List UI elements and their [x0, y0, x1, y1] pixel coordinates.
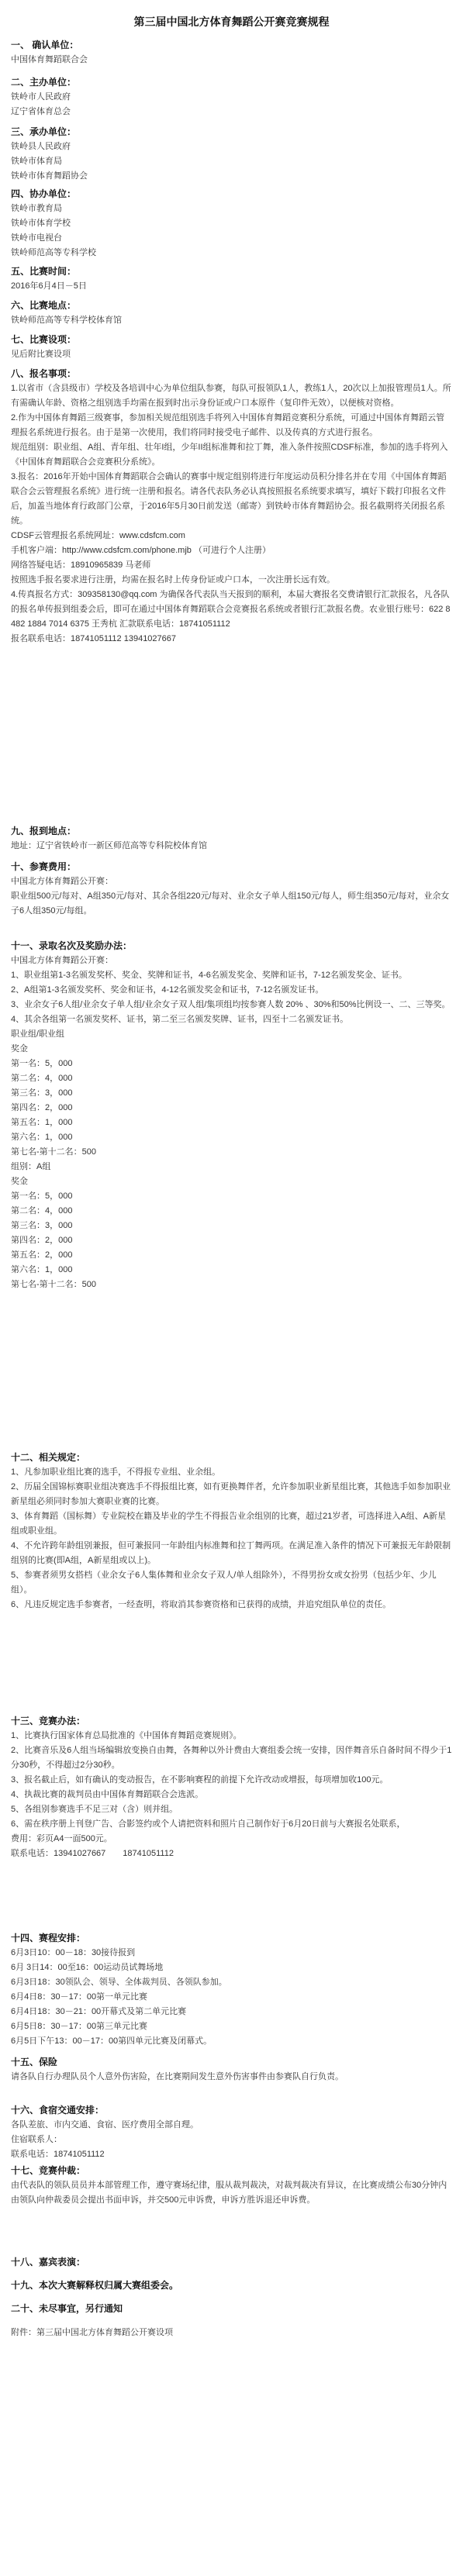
section-line: 2、A组第1-3名颁发奖杯、奖金和证书，4-12名颁发奖金和证书，7-12名颁发证书。 [11, 985, 324, 995]
section-line: 2、比赛音乐及6人组当场编辑放变换自由舞，各舞种以外计费由大赛组委会统一安排，因伴舞音乐自备时间不得少于1分30秒，不得超过2分30秒。 [11, 1746, 452, 1770]
section-line: 手机客户端：http://www.cdsfcm.com/phone.mjb （可进行个人注册） [11, 546, 271, 555]
section-line: 第三名：3，000 [11, 1088, 73, 1098]
section-line: 中国北方体育舞蹈公开赛： [11, 956, 113, 965]
section-schedule [11, 1930, 452, 2049]
section-heading: 八、报名事项： [11, 368, 77, 379]
section-line: 奖金 [11, 1177, 28, 1186]
section-line: 第四名：2，000 [11, 1103, 73, 1112]
section-guest-performance [11, 2254, 452, 2270]
section-organizer-unit [11, 124, 452, 184]
attachment-note: 附件：第三届中国北方体育舞蹈公开赛设项 [11, 2328, 173, 2337]
section-heading: 五、比赛时间： [11, 266, 77, 277]
section-line: 6月3日18：30领队会、领导、全体裁判员、各领队参加。 [11, 1978, 227, 1987]
section-line: 第七名-第十二名：500 [11, 1147, 97, 1157]
section-line: 组别：A组 [11, 1162, 51, 1171]
section-line: 铁岭县人民政府 [11, 142, 71, 151]
section-line: 网络答疑电话：18910965839 马老师 [11, 560, 151, 570]
section-interpretation [11, 2278, 452, 2293]
section-line: 1、比赛执行国家体育总局批准的《中国体育舞蹈竞赛规则》。 [11, 1731, 242, 1740]
section-line: 3.报名：2016年开始中国体育舞蹈联合会确认的赛事中规定组别将进行年度运动员积分排名并在专用《中国体育舞蹈联合会云管理报名系统》进行统一注册和报名。请各代表队务必认真按照报名系统要求填写，填好下载打印报名文件后，加盖当地体育行政部门公章，于2016年5月30日前发送（邮寄）到铁岭市体育舞蹈协会。报名截期将关闭报名系统。 [11, 472, 447, 526]
section-line: 1.以省市（含县级市）学校及各培训中心为单位组队参赛，每队可报领队1人，教练1人，20次以上加报管理员1人。所有需确认年龄、资格之组别选手均需在报到时出示身份证或户口本原件（复印件无效），以便核对资格。 [11, 384, 451, 408]
section-line: 6月3日10：00－18：30接待报到 [11, 1948, 136, 1957]
section-heading: 四、协办单位： [11, 188, 77, 199]
section-line: 2.作为中国体育舞蹈三级赛事，参加相关规范组别选手将列入中国体育舞蹈竞赛积分系统，可通过中国体育舞蹈云管理报名系统进行报名。由于是第一次使用，我们将同时接受电子邮件、以及传真的方式进行报名。 [11, 413, 445, 437]
section-heading: 十二、相关规定： [11, 1452, 86, 1463]
section-heading: 十四、赛程安排： [11, 1933, 86, 1943]
section-line: 3、报名截止后，如有确认的变动报告，在不影响赛程的前提下允许改动或增报，每项增加收100元。 [11, 1775, 389, 1785]
section-line: 费用：彩页A4一面500元。 [11, 1834, 112, 1843]
section-registration [11, 366, 452, 647]
section-line: 铁岭师范高等专科学校 [11, 248, 96, 257]
section-line: 铁岭市电视台 [11, 233, 62, 243]
section-line: 按照选手报名要求进行注册，均需在报名时上传身份证或户口本，一次注册长远有效。 [11, 575, 335, 585]
section-line: 第一名：5，000 [11, 1059, 73, 1068]
section-events [11, 332, 452, 362]
section-line: 2016年6月4日－5日 [11, 281, 87, 291]
document-title: 第三届中国北方体育舞蹈公开赛竞赛规程 [133, 16, 330, 28]
section-line: 中国北方体育舞蹈公开赛： [11, 877, 113, 886]
section-heading: 二十、未尽事宜，另行通知 [11, 2303, 123, 2314]
section-match-venue [11, 298, 452, 328]
section-line: 6月5日下午13：00－17：00第四单元比赛及闭幕式。 [11, 2036, 212, 2046]
section-line: 第四名：2，000 [11, 1236, 73, 1245]
section-line: 第二名：4，000 [11, 1074, 73, 1083]
section-line: 3、体育舞蹈（国标舞）专业院校在籍及毕业的学生不得报告业余组别的比赛，超过21岁者，可选择进入A组、A新星组或职业组。 [11, 1512, 447, 1536]
section-line: 铁岭师范高等专科学校体育馆 [11, 316, 122, 325]
section-heading: 十六、食宿交通安排： [11, 2105, 105, 2116]
section-line: 第六名：1，000 [11, 1133, 73, 1142]
section-line: CDSF云管理报名系统网址：www.cdsfcm.com [11, 531, 185, 540]
section-heading: 十一、录取名次及奖励办法： [11, 940, 133, 951]
section-arbitration [11, 2163, 452, 2208]
section-heading: 一、 确认单位： [11, 40, 79, 50]
section-heading: 十五、保险 [11, 2057, 58, 2067]
section-line: 联系电话：18741051112 [11, 2150, 105, 2159]
section-line: 6月4日8：30－17：00第一单元比赛 [11, 1992, 148, 2002]
section-line: 第五名：1，000 [11, 1118, 73, 1127]
section-line: 职业组500元/每对、A组350元/每对、其余各组220元/每对、业余女子单人组150元/每人，师生组350元/每对，业余女子6人组350元/每组。 [11, 891, 450, 916]
section-match-time [11, 264, 452, 294]
section-entry-fees [11, 859, 452, 919]
section-line: 第七名-第十二名：500 [11, 1280, 97, 1289]
section-heading: 二、主办单位： [11, 77, 77, 88]
section-line: 第三名：3，000 [11, 1221, 73, 1230]
section-heading: 十七、竞赛仲裁： [11, 2165, 86, 2176]
section-regulations [11, 1450, 452, 1612]
section-line: 住宿联系人： [11, 2135, 62, 2144]
section-line: 5、参赛者须男女搭档（业余女子6人集体舞和业余女子双人/单人组除外），不得男扮女或女扮男（包括少年、少儿组）。 [11, 1571, 437, 1595]
section-co-organizer-unit [11, 186, 452, 260]
section-heading: 十八、嘉宾表演： [11, 2257, 86, 2267]
section-line: 报名联系电话：18741051112 13941027667 [11, 634, 177, 643]
section-heading: 九、报到地点： [11, 826, 77, 836]
section-line: 各队差旅、市内交通、食宿、医疗费用全部自理。 [11, 2120, 199, 2129]
section-line: 铁岭市教育局 [11, 204, 62, 213]
section-line: 铁岭市人民政府 [11, 92, 71, 102]
section-heading: 十三、竞赛办法： [11, 1716, 86, 1726]
section-heading: 六、比赛地点： [11, 300, 77, 311]
section-line: 1、凡参加职业组比赛的选手，不得报专业组、业余组。 [11, 1467, 221, 1477]
section-line: 奖金 [11, 1044, 28, 1054]
section-line: 辽宁省体育总会 [11, 107, 71, 116]
section-heading: 十九、本次大赛解释权归属大赛组委会。 [11, 2280, 179, 2291]
section-heading: 三、承办单位： [11, 126, 77, 137]
section-line: 第五名：2，000 [11, 1250, 73, 1260]
section-line: 1、职业组第1-3名颁发奖杯、奖金、奖牌和证书，4-6名颁发奖金、奖牌和证书，7-12名颁发奖金、证书。 [11, 971, 407, 980]
section-line: 2、历届全国锦标赛职业组决赛选手不得报组比赛，如有更换舞伴者，允许参加职业新星组比赛，其他选手如参加职业新星组必须同时参加大赛职业赛的比赛。 [11, 1482, 451, 1506]
section-line: 6月 3日14：00至16：00运动员试舞场地 [11, 1963, 164, 1972]
section-line: 第六名：1，000 [11, 1265, 73, 1274]
section-confirm-unit [11, 37, 452, 67]
section-line: 铁岭市体育舞蹈协会 [11, 171, 88, 181]
section-line: 3、业余女子6人组/业余女子单人组/业余女子双人组/集项组均按参赛人数 20% 、30%和50%比例设一、二、三等奖。 [11, 1000, 451, 1009]
section-line: 6、凡违反规定选手参赛者，一经查明，将取消其参赛资格和已获得的成绩，并追究组队单位的责任。 [11, 1600, 392, 1609]
section-line: 4、其余各组第一名颁发奖杯、证书，第二至三名颁发奖牌、证书，四至十二名颁发证书。 [11, 1015, 349, 1024]
section-line: 联系电话：13941027667 18741051112 [11, 1849, 174, 1858]
section-heading: 七、比赛设项： [11, 334, 77, 345]
section-lodging [11, 2102, 452, 2162]
section-competition-method [11, 1713, 452, 1861]
section-line: 6月4日18：30－21：00开幕式及第二单元比赛 [11, 2007, 187, 2016]
section-line: 铁岭市体育学校 [11, 219, 71, 228]
section-line: 4、执裁比赛的裁判员由中国体育舞蹈联合会选派。 [11, 1790, 204, 1799]
section-heading: 十、参赛费用： [11, 861, 77, 872]
section-line: 见后附比赛设项 [11, 350, 71, 359]
section-line: 请各队自行办理队员个人意外伤害险，在比赛期间发生意外伤害事件由参赛队自行负责。 [11, 2072, 344, 2081]
section-host-unit [11, 74, 452, 119]
section-line: 第二名：4，000 [11, 1206, 73, 1216]
section-line: 中国体育舞蹈联合会 [11, 55, 88, 64]
section-insurance [11, 2054, 452, 2085]
section-line: 第一名：5，000 [11, 1191, 73, 1201]
section-line: 6、需在秩序册上刊登广告、合影签约或个人请把资料和照片自己制作好于6月20日前与大赛报名处联系， [11, 1819, 406, 1829]
section-line: 5、各组别参赛选手不足三对（含）则并组。 [11, 1805, 178, 1814]
section-line: 地址：辽宁省铁岭市一新区师范高等专科院校体育馆 [11, 841, 207, 850]
section-line: 6月5日8：30－17：00第三单元比赛 [11, 2022, 148, 2031]
section-line: 铁岭市体育局 [11, 157, 62, 166]
section-line: 职业组/职业组 [11, 1029, 65, 1039]
section-line: 由代表队的领队员员并本部管理工作，遵守赛场纪律，服从裁判裁决，对裁判裁决有异议，在比赛成绩公布30分钟内由领队向仲裁委员会提出书面申诉，并交500元申诉费，申诉方胜诉退还申诉费。 [11, 2181, 447, 2205]
section-line: 规范组别：职业组、A组、青年组、壮年I组，少年II组标准舞和拉丁舞，准入条件按照CDSF标准，参加的选手将列入《中国体育舞蹈联合会竞赛积分系统》。 [11, 443, 448, 467]
section-line: 4、不允许跨年龄组别兼报，但可兼报同一年龄组内标准舞和拉丁舞两项。在满足准入条件的情况下可兼报无年龄限制组别的比赛(即A组，A新星组或以上)。 [11, 1541, 451, 1565]
section-line: 4.传真报名方式：309358130@qq.com 为确保各代表队当天报到的顺利，本届大赛报名交费请银行汇款报名，凡各队的报名单传报到组委会后，即可在通过中国体育舞蹈联合会竞赛报名系统或者银行汇款报名费。农业银行账号：622 8482 1884 7014 6375 王秀杭 汇款联系电话：18741051112 [11, 590, 451, 629]
section-awards [11, 938, 452, 1292]
section-check-in-location [11, 823, 452, 853]
section-other-matters [11, 2301, 452, 2316]
